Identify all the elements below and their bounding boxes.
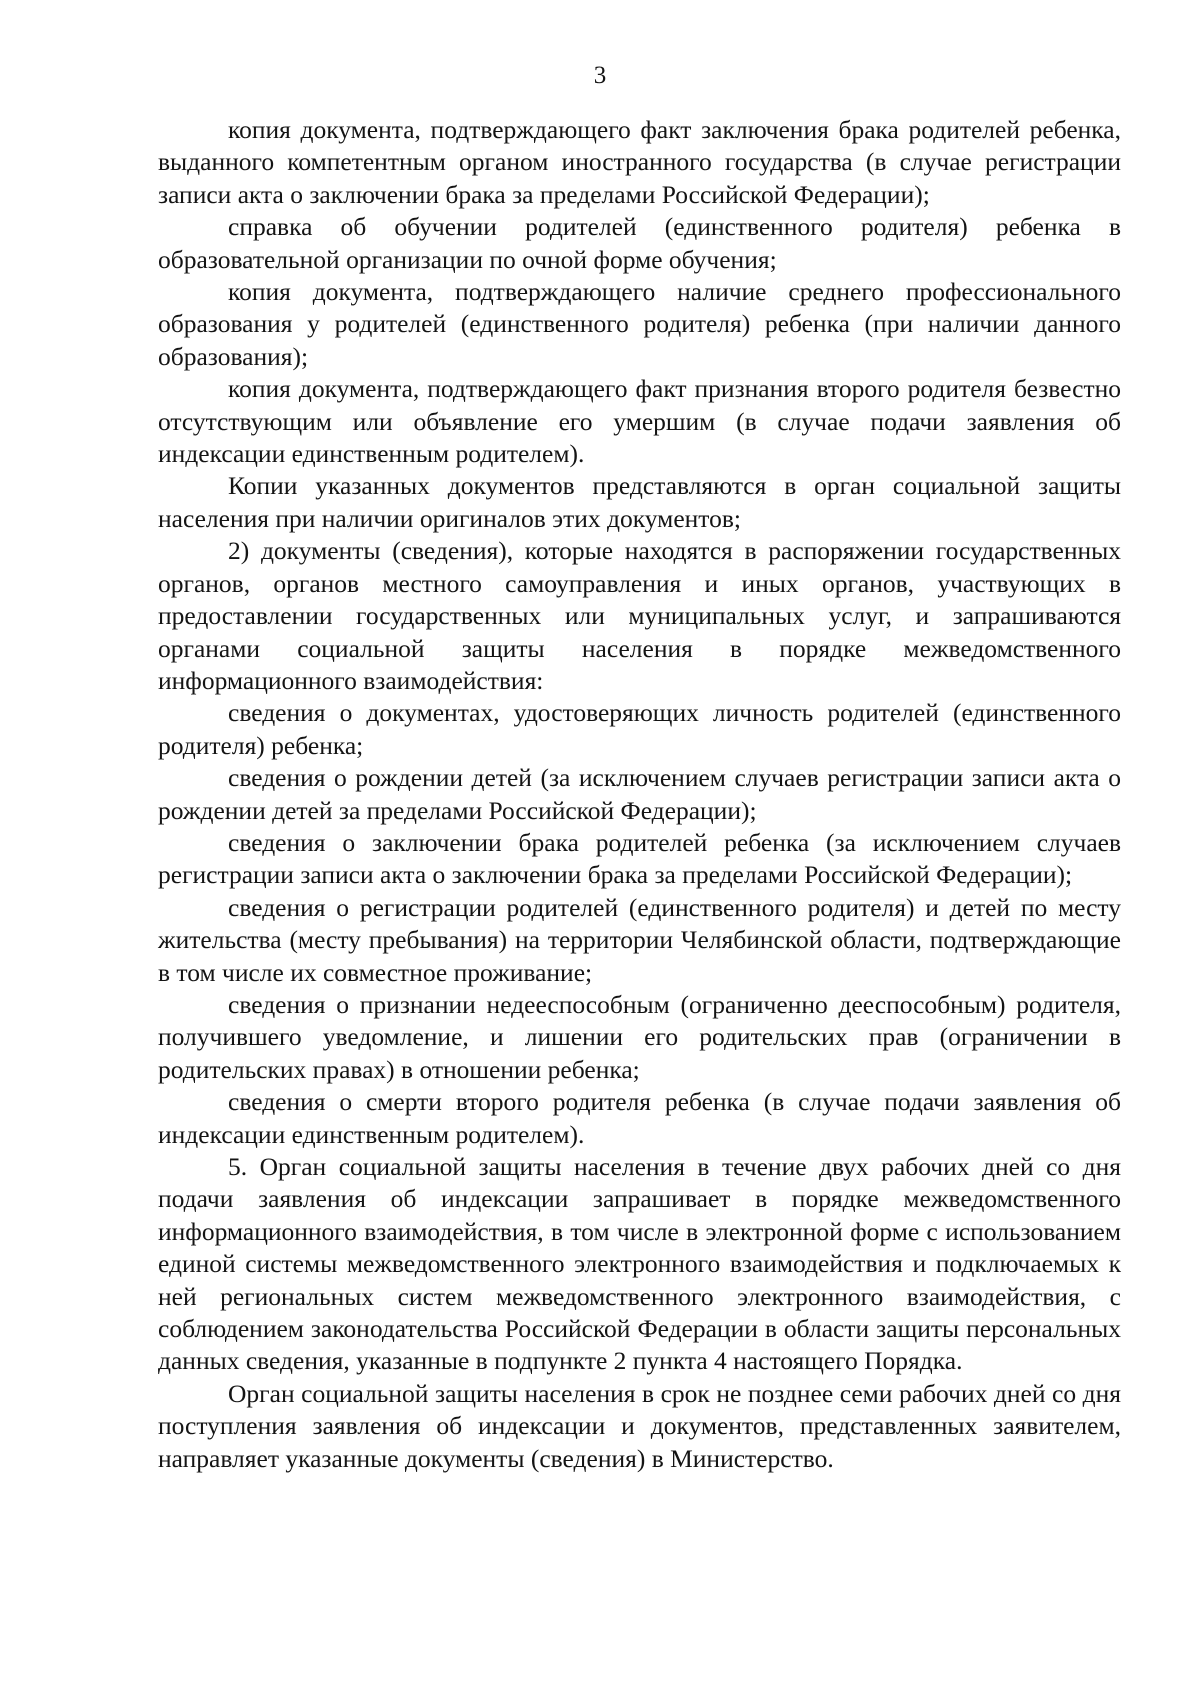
paragraph-interagency-documents: 2) документы (сведения), которые находятся в распоряжении государственных органов, органов местного самоуправления и иных органов, участвующих в предоставлении государственных или муниципальных услуг, и запрашиваются органами социальной защиты населения в порядке межведомственного информационного взаимодействия: <box>158 536 1121 695</box>
paragraph-item-5: 5. Орган социальной защиты населения в течение двух рабочих дней со дня подачи заявления об индексации запрашивает в порядке межведомственного информационного взаимодействия, в том числе в электронной форме с использованием единой системы межведомственного электронного взаимодействия и подключаемых к ней региональных систем межведомственного электронного взаимодействия, с соблюдением законодательства Российской Федерации в области защиты персональных данных сведения, указанные в подпункте 2 пункта 4 настоящего Порядка. <box>158 1152 1121 1376</box>
paragraph-marriage-certificate-copy: копия документа, подтверждающего факт заключения брака родителей ребенка, выданного компетентным органом иностранного государства (в случае регистрации записи акта о заключении брака за пределами Российской Федерации); <box>158 115 1121 209</box>
paragraph-birth-info: сведения о рождении детей (за исключением случаев регистрации записи акта о рождении детей за пределами Российской Федерации); <box>158 763 1121 825</box>
document-body <box>158 114 1121 1475</box>
paragraph-ministry-referral: Орган социальной защиты населения в срок не позднее семи рабочих дней со дня поступления заявления об индексации и документов, представленных заявителем, направляет указанные документы (сведения) в Министерство. <box>158 1378 1121 1473</box>
paragraph-education-certificate: справка об обучении родителей (единственного родителя) ребенка в образовательной организации по очной форме обучения; <box>158 212 1121 274</box>
paragraph-residence-info: сведения о регистрации родителей (единственного родителя) и детей по месту жительства (месту пребывания) на территории Челябинской области, подтверждающие в том числе их совместное проживание; <box>158 892 1121 987</box>
paragraph-identity-info: сведения о документах, удостоверяющих личность родителей (единственного родителя) ребенка; <box>158 698 1121 760</box>
paragraph-absent-parent-copy: копия документа, подтверждающего факт признания второго родителя безвестно отсутствующим или объявление его умершим (в случае подачи заявления об индексации единственным родителем). <box>158 374 1121 469</box>
paragraph-incapacity-info: сведения о признании недееспособным (ограниченно дееспособным) родителя, получившего уведомление, и лишении его родительских прав (ограничении в родительских правах) в отношении ребенка; <box>158 989 1121 1084</box>
page-number: 3 <box>593 62 607 89</box>
paragraph-copies-submission: Копии указанных документов представляются в орган социальной защиты населения при наличии оригиналов этих документов; <box>158 471 1121 533</box>
paragraph-vocational-education-copy: копия документа, подтверждающего наличие среднего профессионального образования у родителей (единственного родителя) ребенка (при наличии данного образования); <box>158 277 1121 371</box>
paragraph-marriage-info: сведения о заключении брака родителей ребенка (за исключением случаев регистрации записи акта о заключении брака за пределами Российской Федерации); <box>158 827 1121 890</box>
paragraph-death-info: сведения о смерти второго родителя ребенка (в случае подачи заявления об индексации единственным родителем). <box>158 1087 1121 1149</box>
